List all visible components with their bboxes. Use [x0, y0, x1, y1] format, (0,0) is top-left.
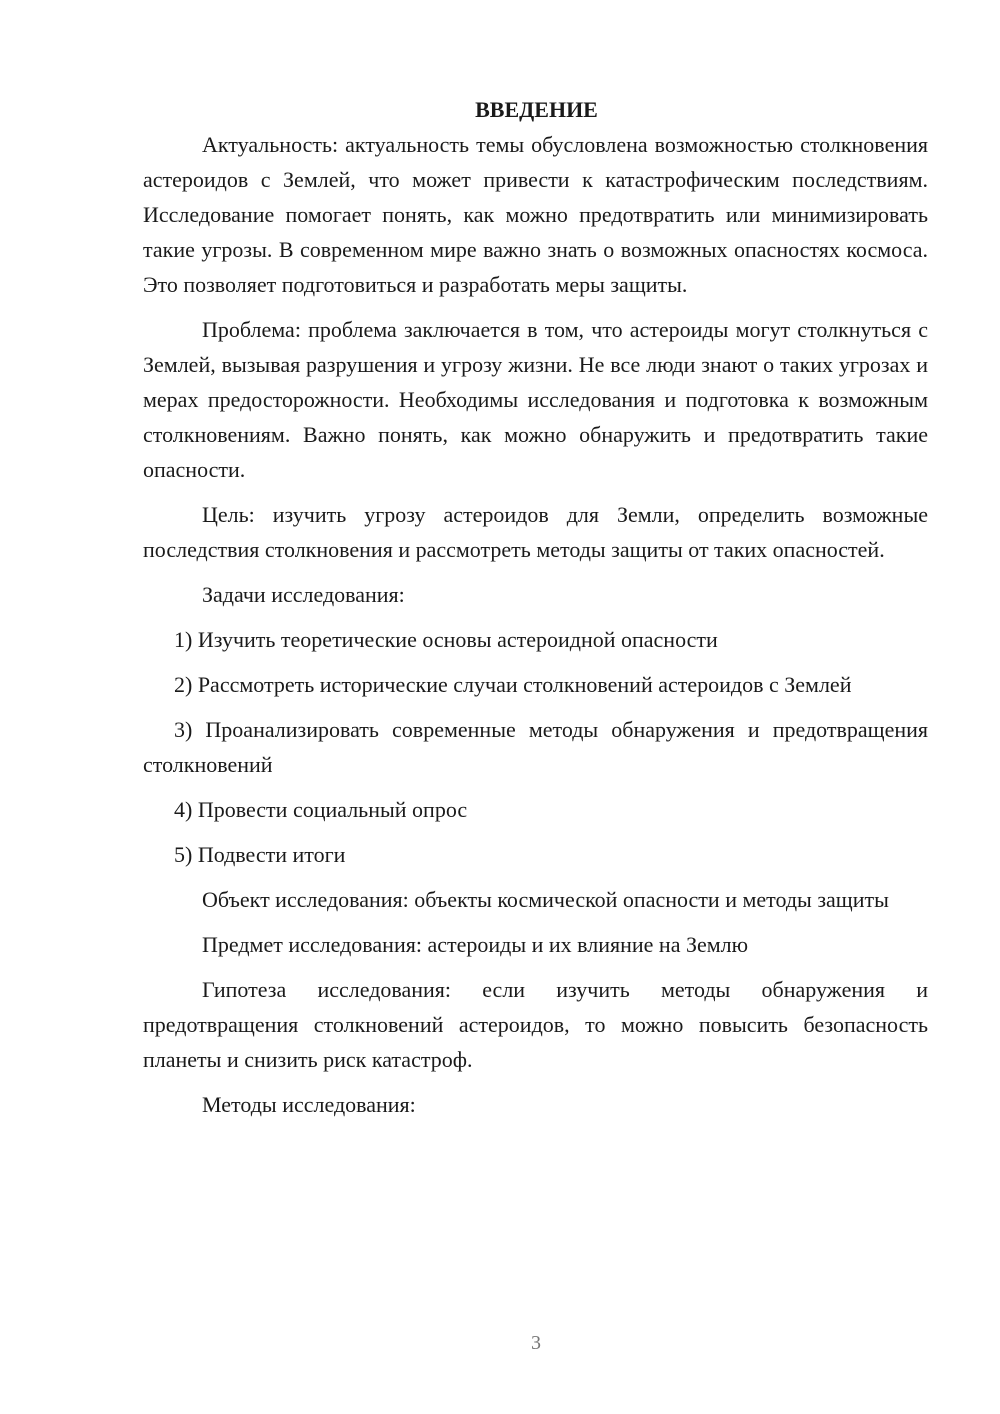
paragraph-goal: Цель: изучить угрозу астероидов для Земли, определить возможные последствия столкновения и рассмотреть методы защиты от таких опасностей. — [143, 502, 928, 562]
paragraph-object: Объект исследования: объекты космической опасности и методы защиты — [202, 887, 889, 912]
section-heading: ВВЕДЕНИЕ — [475, 97, 598, 122]
document-page — [143, 92, 928, 1122]
paragraph-problem: Проблема: проблема заключается в том, что астероиды могут столкнуться с Землей, вызывая разрушения и угрозу жизни. Не все люди знают о таких угрозах и мерах предосторожности. Необходимы исследования и подготовка к возможным столкновениям. Важно понять, как можно обнаружить и предотвратить такие опасности. — [143, 317, 928, 482]
paragraph-tasks-heading: Задачи исследования: — [202, 582, 405, 607]
task-item-4: 4) Провести социальный опрос — [174, 797, 468, 822]
task-item-1: 1) Изучить теоретические основы астероидной опасности — [174, 627, 718, 652]
page-number: 3 — [531, 1332, 541, 1354]
task-item-3: 3) Проанализировать современные методы обнаружения и предотвращения столкновений — [143, 717, 928, 777]
task-item-5: 5) Подвести итоги — [174, 842, 346, 867]
paragraph-relevance: Актуальность: актуальность темы обусловлена возможностью столкновения астероидов с Землей, что может привести к катастрофическим последствиям. Исследование помогает понять, как можно предотвратить или минимизировать такие угрозы. В современном мире важно знать о возможных опасностях космоса. Это позволяет подготовиться и разработать меры защиты. — [143, 132, 928, 297]
task-item-2: 2) Рассмотреть исторические случаи столкновений астероидов с Землей — [174, 672, 852, 697]
paragraph-methods: Методы исследования: — [202, 1092, 416, 1117]
paragraph-subject: Предмет исследования: астероиды и их влияние на Землю — [202, 932, 749, 957]
paragraph-hypothesis: Гипотеза исследования: если изучить методы обнаружения и предотвращения столкновений астероидов, то можно повысить безопасность планеты и снизить риск катастроф. — [143, 977, 928, 1072]
